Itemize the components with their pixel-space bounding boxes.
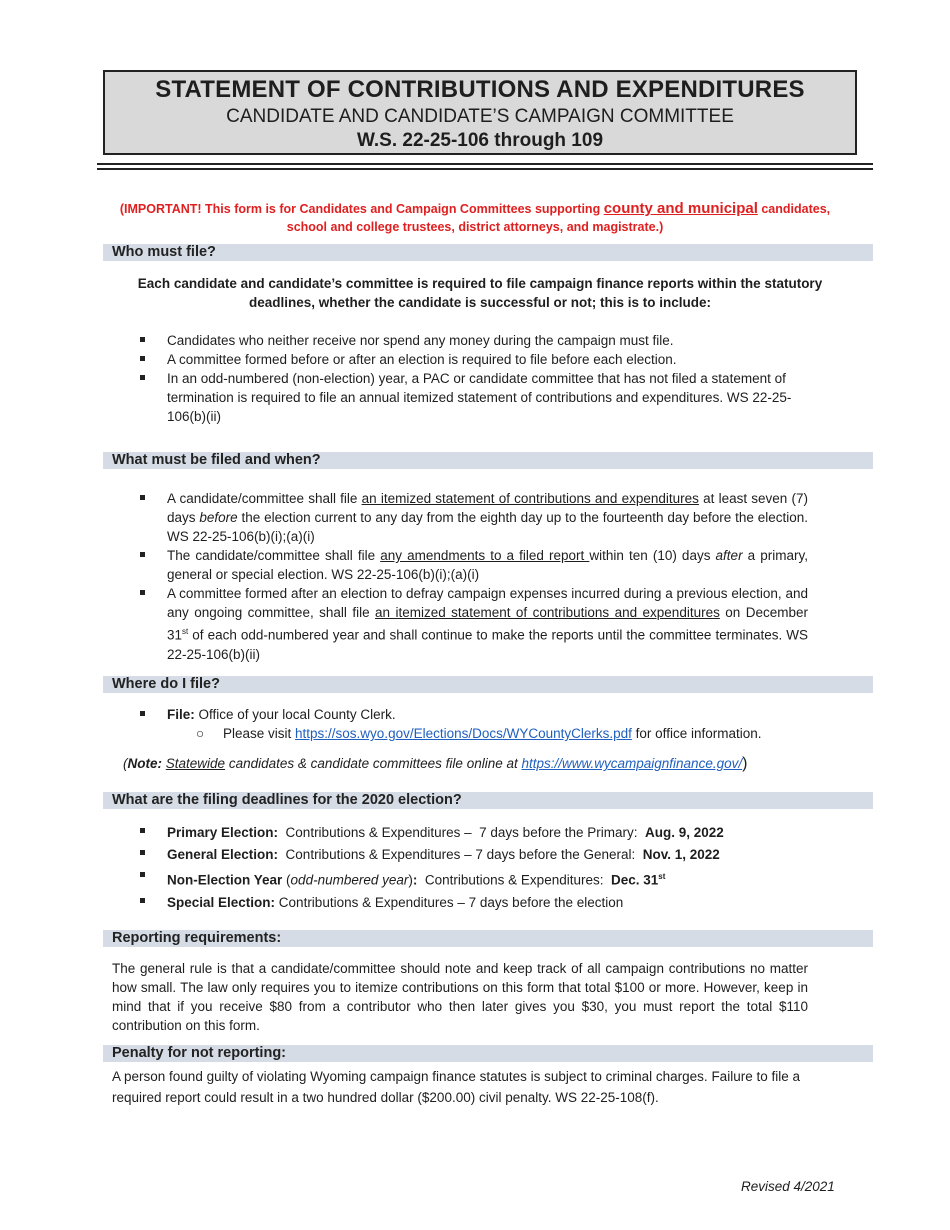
reporting-text: The general rule is that a candidate/committee should note and keep track of all campaign contributions no matter how small. The law only requires you to itemize contributions on this form that total $100 or more. However, keep in mind that if you receive $80 from a contributor who then later gives you $30, you must report the total $110 contribution on this form. — [112, 961, 808, 1033]
list-item: General Election: Contributions & Expenditures – 7 days before the General: Nov. 1, 2022 — [140, 844, 808, 866]
title-box — [103, 70, 857, 155]
section-what-heading: What must be filed and when? — [103, 452, 873, 469]
list-item: A committee formed before or after an election is required to file before each election. — [140, 350, 808, 369]
visit-line: ○ Please visit https://sos.wyo.gov/Elections/Docs/WYCountyClerks.pdf for office information. — [196, 726, 762, 741]
list-item: In an odd-numbered (non-election) year, a PAC or candidate committee that has not filed a statement of termination is required to file an annual itemized statement of contributions and expenditures. WS 22-25-106(b)(ii) — [140, 369, 808, 426]
circle-bullet-icon: ○ — [196, 726, 205, 741]
section-who-heading: Who must file? — [103, 244, 873, 261]
section-penalty-heading: Penalty for not reporting: — [103, 1045, 873, 1062]
list-item: A candidate/committee shall file an itemized statement of contributions and expenditures at least seven (7) days before the election current to any day from the eighth day up to the fourteenth day before the election. WS 22-25-106(b)(i);(a)(i) — [140, 489, 808, 546]
list-item: Special Election: Contributions & Expenditures – 7 days before the election — [140, 892, 808, 914]
who-list — [140, 331, 808, 426]
section-reporting-heading: Reporting requirements: — [103, 930, 873, 947]
list-item: File: Office of your local County Clerk. — [140, 705, 808, 724]
section-deadlines-heading: What are the filing deadlines for the 2020 election? — [103, 792, 873, 809]
page-subtitle: CANDIDATE AND CANDIDATE’S CAMPAIGN COMMITTEE — [226, 106, 734, 127]
penalty-text: A person found guilty of violating Wyoming campaign finance statutes is subject to criminal charges. Failure to file a required report could result in a two hundred dollar ($200.00) civil penalty. WS 22-25-108(f). — [112, 1069, 800, 1105]
list-item: The candidate/committee shall file any amendments to a filed report within ten (10) days after a primary, general or special election. WS 22-25-106(b)(i);(a)(i) — [140, 546, 808, 584]
statute-reference: W.S. 22-25-106 through 109 — [356, 130, 604, 151]
list-item: Candidates who neither receive nor spend any money during the campaign must file. — [140, 331, 808, 350]
county-clerks-link[interactable]: https://sos.wyo.gov/Elections/Docs/WYCountyClerks.pdf — [295, 726, 632, 741]
campaign-finance-link[interactable]: https://www.wycampaignfinance.gov/ — [521, 756, 743, 771]
who-intro: Each candidate and candidate’s committee is required to file campaign finance reports within the statutory deadlines, whether the candidate is successful or not; this is to include: — [137, 276, 823, 310]
deadlines-list — [140, 822, 808, 914]
section-where-heading: Where do I file? — [103, 676, 873, 693]
statewide-note: (Note: Statewide candidates & candidate committees file online at https://www.wycampaignfinance.gov/) — [123, 755, 748, 772]
where-list — [140, 705, 808, 724]
double-divider — [97, 163, 873, 170]
list-item: A committee formed after an election to defray campaign expenses incurred during a previous election, and any ongoing committee, shall file an itemized statement of contributions and expenditures on December 31st of each odd-numbered year and shall continue to make the reports until the committee terminates. WS 22-25-106(b)(ii) — [140, 584, 808, 664]
list-item: Non-Election Year (odd-numbered year): Contributions & Expenditures: Dec. 31st — [140, 866, 808, 892]
important-notice: (IMPORTANT! This form is for Candidates and Campaign Committees supporting county and municipal candidates, school and college trustees, district attorneys, and magistrate.) — [119, 200, 831, 234]
revised-date: Revised 4/2021 — [741, 1179, 835, 1194]
important-emphasis: county and municipal — [603, 200, 758, 217]
list-item: Primary Election: Contributions & Expenditures – 7 days before the Primary: Aug. 9, 2022 — [140, 822, 808, 844]
page-title: STATEMENT OF CONTRIBUTIONS AND EXPENDITURES — [155, 76, 805, 103]
what-list — [140, 489, 808, 664]
